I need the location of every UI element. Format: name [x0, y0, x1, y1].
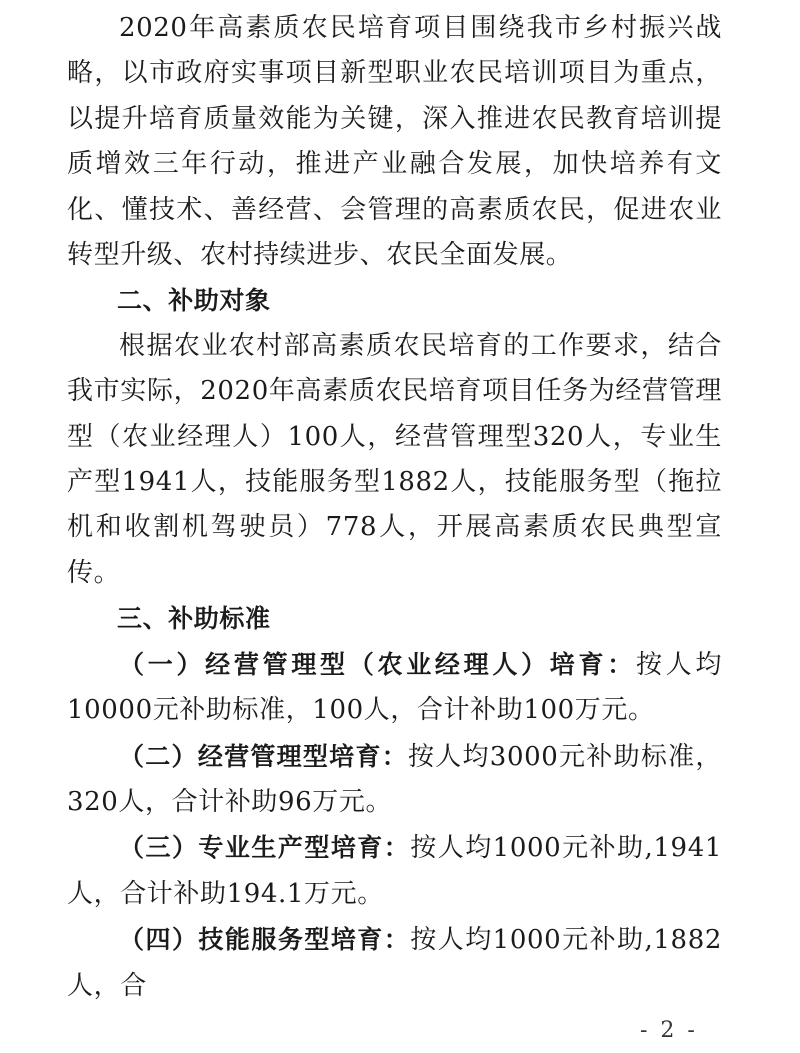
standard-item-4-body: 按人均1000元补助,1882人，合: [67, 925, 722, 1001]
standard-item-2-label: （二）经营管理型培育：: [119, 741, 408, 771]
section-heading-subsidy-targets: 二、补助对象: [117, 286, 271, 316]
standard-item-4: [67, 917, 722, 1009]
subsidy-targets-paragraph: 根据农业农村部高素质农民培育的工作要求，结合我市实际，2020年高素质农民培育项目任务为经营管理型（农业经理人）100人，经营管理型320人，专业生产型1941人，技能服务型1882人，技能服务型（拖拉机和收割机驾驶员）778人，开展高素质农民典型宣传。: [67, 330, 722, 588]
standard-item-1-label: （一）经营管理型（农业经理人）培育：: [119, 649, 636, 679]
intro-paragraph: 2020年高素质农民培育项目围绕我市乡村振兴战略，以市政府实事项目新型职业农民培训项目为重点，以提升培育质量效能为关键，深入推进农民教育培训提质增效三年行动，推进产业融合发展，加快培养有文化、懂技术、善经营、会管理的高素质农民，促进农业转型升级、农村持续进步、农民全面发展。: [67, 13, 722, 271]
standard-item-3-label: （三）专业生产型培育：: [119, 833, 411, 863]
standard-item-4-label: （四）技能服务型培育：: [119, 925, 411, 955]
document-body: [67, 6, 722, 1009]
standard-item-3-body: 按人均1000元补助,1941人，合计补助194.1万元。: [67, 833, 722, 909]
standard-item-3: [67, 825, 722, 917]
page-number: - 2 -: [640, 1018, 698, 1043]
standard-item-2: [67, 734, 722, 826]
standard-item-1: [67, 642, 722, 734]
section-heading-subsidy-standards: 三、补助标准: [117, 604, 271, 634]
standard-item-1-body: 按人均10000元补助标准，100人，合计补助100万元。: [67, 649, 722, 726]
standard-item-2-body: 按人均3000元补助标准，320人，合计补助96万元。: [67, 741, 722, 817]
